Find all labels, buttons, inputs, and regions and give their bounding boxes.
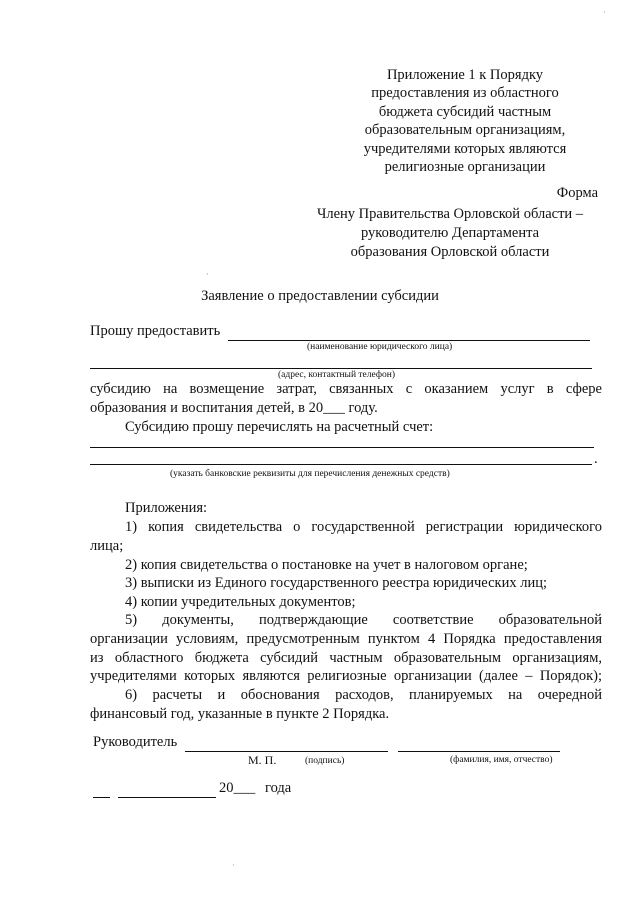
- bank-field-line-1[interactable]: [90, 447, 594, 448]
- appendix-line: бюджета субсидий частным: [378, 103, 552, 120]
- head-label: Руководитель: [93, 734, 178, 750]
- form-label: Форма: [556, 185, 598, 201]
- purpose-line: субсидию на возмещение затрат, связанных с оказанием услуг в сфере: [90, 381, 602, 397]
- signature-field-line[interactable]: [185, 751, 388, 752]
- scan-speck: ·: [206, 270, 209, 279]
- org-name-field-line[interactable]: [228, 340, 590, 341]
- attachments-heading: Приложения:: [125, 500, 208, 516]
- bank-hint: (указать банковские реквизиты для перечисления денежных средств): [170, 469, 450, 479]
- addressee-line: образования Орловской области: [350, 244, 550, 260]
- appendix-line: предоставления из областного: [371, 85, 559, 102]
- document-title: Заявление о предоставлении субсидии: [201, 288, 439, 304]
- scan-speck: ·: [232, 861, 235, 870]
- stamp-label: М. П.: [248, 753, 277, 767]
- request-prefix: Прошу предоставить: [90, 323, 221, 339]
- appendix-line: Приложение 1 к Порядку: [386, 67, 544, 83]
- attachment-item: лица;: [90, 538, 124, 554]
- date-suffix: года: [265, 780, 292, 796]
- appendix-line: образовательным организациям,: [364, 122, 566, 139]
- attachment-item: из областного бюджета субсидий частным образовательным организациям,: [90, 650, 602, 666]
- attachment-item: 6) расчеты и обоснования расходов, планируемых на очередной: [125, 687, 602, 703]
- attachment-item: 2) копия свидетельства о постановке на учет в налоговом органе;: [125, 557, 528, 573]
- appendix-block: [330, 66, 600, 176]
- attachment-item: 3) выписки из Единого государственного реестра юридических лиц;: [125, 575, 548, 591]
- month-field-line[interactable]: [118, 797, 216, 798]
- attachment-item: 4) копии учредительных документов;: [125, 594, 356, 610]
- name-hint: (фамилия, имя, отчество): [450, 755, 553, 765]
- appendix-line: учредителями которых являются: [363, 140, 567, 157]
- attachment-item: финансовый год, указанные в пункте 2 Порядка.: [90, 706, 390, 722]
- attachment-item: 5) документы, подтверждающие соответствие образовательной: [125, 612, 602, 628]
- bank-line-dot: .: [594, 451, 598, 467]
- attachment-item: учредителями которых являются религиозные организации (далее – Порядок);: [90, 668, 602, 684]
- address-field-line[interactable]: [90, 368, 592, 369]
- signature-hint: (подпись): [305, 756, 345, 766]
- scan-speck: ·: [603, 8, 606, 17]
- purpose-line: образования и воспитания детей, в 20___ году.: [90, 400, 378, 416]
- appendix-line: религиозные организации: [384, 159, 546, 176]
- address-hint: (адрес, контактный телефон): [278, 370, 395, 380]
- bank-field-line-2[interactable]: [90, 464, 592, 465]
- name-field-line[interactable]: [398, 751, 560, 752]
- attachment-item: 1) копия свидетельства о государственной регистрации юридического: [125, 519, 602, 535]
- org-name-hint: (наименование юридического лица): [307, 342, 453, 352]
- addressee-line: Члену Правительства Орловской области –: [316, 206, 584, 222]
- account-line: Субсидию прошу перечислять на расчетный счет:: [125, 419, 434, 435]
- attachment-item: организации условиям, предусмотренным пунктом 4 Порядка предоставления: [90, 631, 602, 647]
- date-year: 20___: [219, 780, 256, 796]
- addressee-block: [300, 205, 600, 262]
- addressee-line: руководителю Департамента: [360, 225, 540, 241]
- day-field-line[interactable]: [93, 797, 110, 798]
